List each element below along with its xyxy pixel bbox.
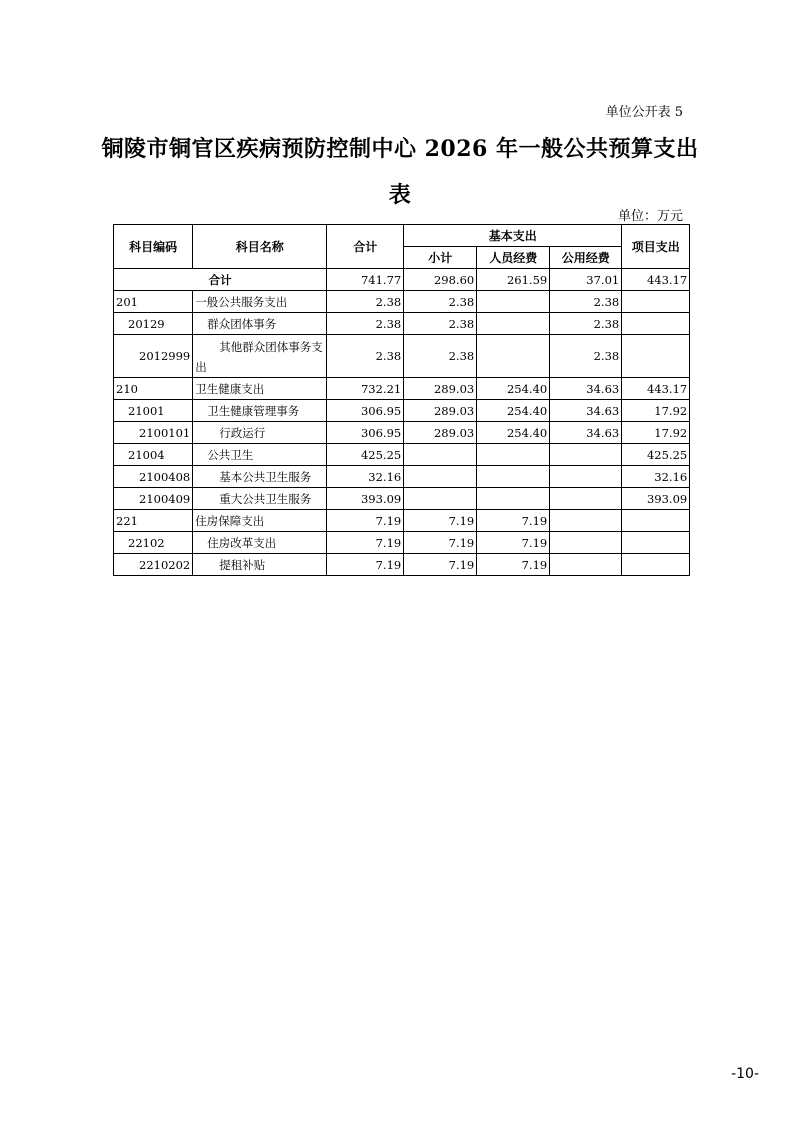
row-subtotal: 289.03 [404,422,477,444]
row-personnel: 254.40 [477,422,550,444]
row-total: 7.19 [327,532,404,554]
row-project [622,554,690,576]
table-row [114,400,690,422]
row-subtotal: 289.03 [404,378,477,400]
row-personnel [477,313,550,335]
row-project: 425.25 [622,444,690,466]
row-code: 2100101 [114,422,193,444]
header-personnel: 人员经费 [477,247,550,269]
row-total: 393.09 [327,488,404,510]
row-total: 7.19 [327,554,404,576]
row-subtotal: 2.38 [404,335,477,378]
row-personnel [477,291,550,313]
row-personnel: 254.40 [477,400,550,422]
row-code: 201 [114,291,193,313]
row-project: 17.92 [622,422,690,444]
row-project: 17.92 [622,400,690,422]
row-public: 34.63 [550,378,622,400]
budget-table [113,224,690,576]
row-subtotal: 7.19 [404,532,477,554]
row-personnel [477,444,550,466]
row-public: 2.38 [550,291,622,313]
row-total: 732.21 [327,378,404,400]
row-total: 2.38 [327,291,404,313]
row-code: 2100409 [114,488,193,510]
header-subtotal: 小计 [404,247,477,269]
row-code: 2210202 [114,554,193,576]
header-project: 项目支出 [622,225,690,269]
row-name: 住房保障支出 [193,510,327,532]
row-public [550,444,622,466]
row-total: 2.38 [327,335,404,378]
row-name: 提租补贴 [193,554,327,576]
row-project [622,291,690,313]
row-subtotal: 2.38 [404,313,477,335]
table-row [114,554,690,576]
total-row-personnel: 261.59 [477,269,550,291]
row-subtotal: 289.03 [404,400,477,422]
row-subtotal [404,466,477,488]
row-public [550,466,622,488]
total-row-label: 合计 [114,269,327,291]
page-number: -10- [731,1066,759,1082]
row-public [550,554,622,576]
row-subtotal: 2.38 [404,291,477,313]
total-row-subtotal: 298.60 [404,269,477,291]
row-public: 34.63 [550,400,622,422]
row-code: 2100408 [114,466,193,488]
row-name: 公共卫生 [193,444,327,466]
row-name: 卫生健康管理事务 [193,400,327,422]
table-row [114,466,690,488]
row-subtotal: 7.19 [404,510,477,532]
form-number: 单位公开表 5 [605,105,683,120]
row-project: 443.17 [622,378,690,400]
total-row [114,269,690,291]
row-name: 行政运行 [193,422,327,444]
row-personnel: 254.40 [477,378,550,400]
table-row [114,422,690,444]
row-name: 一般公共服务支出 [193,291,327,313]
row-personnel: 7.19 [477,510,550,532]
row-total: 2.38 [327,313,404,335]
total-row-total: 741.77 [327,269,404,291]
row-subtotal [404,488,477,510]
row-personnel [477,335,550,378]
row-project [622,335,690,378]
total-row-project: 443.17 [622,269,690,291]
row-code: 21001 [114,400,193,422]
row-personnel: 7.19 [477,554,550,576]
table-row [114,313,690,335]
row-project: 32.16 [622,466,690,488]
row-subtotal: 7.19 [404,554,477,576]
row-public [550,488,622,510]
row-name: 群众团体事务 [193,313,327,335]
table-row [114,335,690,378]
row-total: 306.95 [327,400,404,422]
row-name: 基本公共卫生服务 [193,466,327,488]
page-title: 铜陵市铜官区疾病预防控制中心 2026 年一般公共预算支出表 [101,136,699,208]
header-total: 合计 [327,225,404,269]
row-subtotal [404,444,477,466]
row-project [622,510,690,532]
row-project [622,532,690,554]
row-personnel: 7.19 [477,532,550,554]
row-public: 2.38 [550,335,622,378]
header-code: 科目编码 [114,225,193,269]
row-public: 34.63 [550,422,622,444]
row-total: 425.25 [327,444,404,466]
row-total: 306.95 [327,422,404,444]
row-name: 住房改革支出 [193,532,327,554]
table-row [114,510,690,532]
unit-label: 单位：万元 [617,209,683,224]
row-code: 21004 [114,444,193,466]
header-name: 科目名称 [193,225,327,269]
row-public [550,532,622,554]
row-name: 卫生健康支出 [193,378,327,400]
row-project: 393.09 [622,488,690,510]
row-project [622,313,690,335]
row-personnel [477,466,550,488]
row-public: 2.38 [550,313,622,335]
row-total: 7.19 [327,510,404,532]
table-row [114,488,690,510]
row-total: 32.16 [327,466,404,488]
table-row [114,291,690,313]
row-code: 210 [114,378,193,400]
row-name: 其他群众团体事务支出 [193,335,327,378]
row-code: 20129 [114,313,193,335]
row-personnel [477,488,550,510]
header-basic: 基本支出 [404,225,622,247]
table-row [114,532,690,554]
row-name: 重大公共卫生服务 [193,488,327,510]
row-code: 22102 [114,532,193,554]
row-code: 2012999 [114,335,193,378]
row-code: 221 [114,510,193,532]
header-public: 公用经费 [550,247,622,269]
table-row [114,444,690,466]
table-row [114,378,690,400]
total-row-public: 37.01 [550,269,622,291]
row-public [550,510,622,532]
